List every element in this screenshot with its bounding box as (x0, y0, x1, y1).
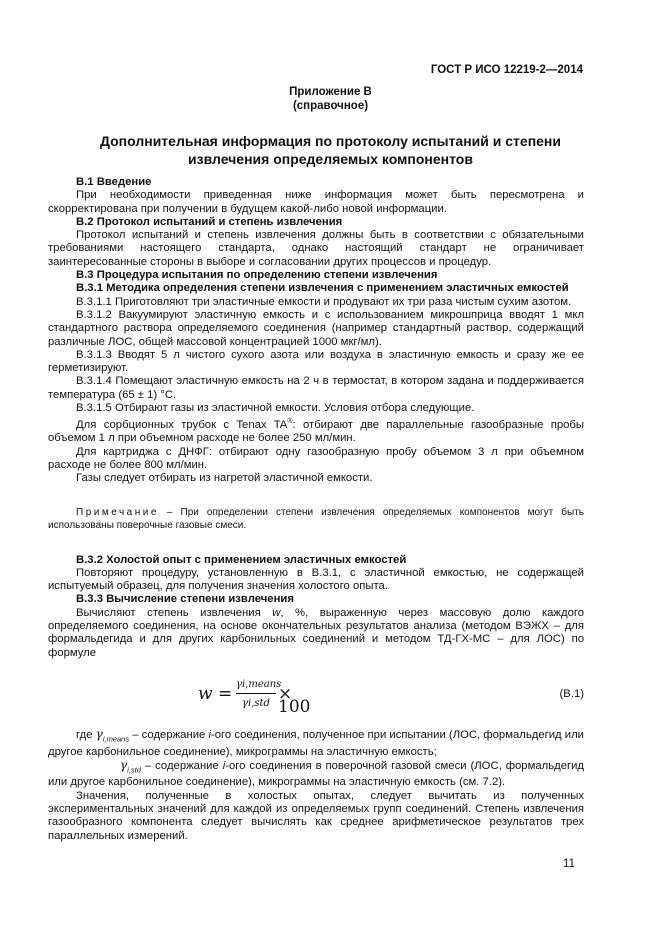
where-text-1b: -ого соединения, полученное при испытании (ЛОС, формальдегид или другое карбонильное соединение), микрограммы на эластичную емкость; (48, 728, 584, 758)
section-b2-heading: В.2 Протокол испытаний и степень извлечения (76, 215, 343, 228)
document-body (48, 176, 584, 843)
final-paragraph: Значения, полученные в холостых опытах, следует вычитать из полученных экспериментальных значений для каждой из определяемых групп соединений. Степень извлечения газообразного компонента следует вычислять как среднее арифметическое результатов трех параллельных измерений. (48, 789, 584, 842)
paragraph-tenax (48, 415, 584, 445)
appendix-label: Приложение В (289, 86, 372, 98)
page-number: 11 (563, 858, 575, 870)
formula-times: × 100 (278, 683, 311, 718)
appendix-title (60, 132, 601, 168)
tenax-text-b: : отбирают две параллельные газообразные пробы объемом 1 л при объемном расходе не более 250 мл/мин. (48, 419, 584, 445)
section-b31-heading: В.3.1 Методика определения степени извлечения с применением эластичных емкостей (76, 282, 569, 295)
where-gamma-means (48, 728, 584, 759)
title-line-1: Дополнительная информация по протоколу испытаний и степени (99, 133, 561, 149)
formula-b1 (48, 672, 584, 716)
formula-equals: = (218, 683, 233, 704)
standard-number: ГОСТ Р ИСО 12219-2—2014 (430, 64, 583, 76)
formula-fraction (236, 678, 282, 711)
section-b1-heading: В.1 Введение (76, 176, 152, 188)
gamma-subscript-1: i,means (102, 734, 130, 744)
note-text: – При определении степени извлечения определяемых компонентов могут быть использованы поверочные газовые смеси. (48, 506, 584, 531)
formula-denominator: γi,std (242, 698, 270, 710)
italic-i-1: i (208, 728, 211, 741)
where-text-2a: – содержание (140, 759, 223, 772)
section-b32-heading: В.3.2 Холостой опыт с применением эластичных емкостей (76, 553, 407, 566)
registered-mark: ® (287, 418, 293, 426)
gamma-symbol-2: γ (120, 757, 128, 772)
where-text-1a: – содержание (129, 728, 209, 741)
where-gamma-std (48, 759, 584, 790)
gamma-subscript-2: i,std (127, 765, 141, 775)
paragraph-heated: Газы следует отбирать из нагретой эластичной емкости. (76, 472, 373, 485)
appendix-type: (справочное) (292, 100, 369, 112)
note (48, 506, 584, 532)
where-text-2b: -ого соединения в поверочной газовой смеси (ЛОС, формальдегид или другое карбонильное соединение), микрограммы на эластичную емкость (см. 7.2). (48, 759, 584, 789)
formula-number: (В.1) (559, 687, 584, 700)
note-label: Примечание (76, 506, 159, 518)
paragraph-dnph: Для картриджа с ДНФГ: отбирают одну газообразную пробу объемом 3 л при объемном расходе не более 800 мл/мин. (48, 445, 584, 471)
where-prefix: где (76, 728, 96, 741)
section-b3-heading: В.3 Процедура испытания по определению степени извлечения (76, 269, 438, 282)
section-b32-text: Повторяют процедуру, установленную в В.3.1, с эластичной емкостью, не содержащей испытуемый образец, для получения значения холостого опыта. (48, 566, 584, 593)
paragraph-b315: В.3.1.5 Отбирают газы из эластичной емкости. Условия отбора следующие. (76, 402, 475, 415)
paragraph-b313: В.3.1.3 Вводят 5 л чистого сухого азота или воздуха в эластичную емкость и сразу же ее герметизируют. (48, 348, 584, 375)
section-b33-text (48, 607, 584, 660)
gamma-symbol-1: γ (95, 726, 103, 741)
tenax-text-a: Для сорбционных трубок с Tenax TA (76, 419, 288, 432)
italic-i-2: i (222, 759, 226, 772)
symbol-w: w (272, 606, 281, 619)
title-line-2: извлечения определяемых компонентов (188, 151, 473, 167)
b33-text-a: Вычисляют степень извлечения (76, 606, 273, 619)
paragraph-b314: В.3.1.4 Помещают эластичную емкость на 2 ч в термостат, в котором задана и поддерживается температура (65 ± 1) °С. (48, 375, 584, 401)
paragraph-b311: В.3.1.1 Приготовляют три эластичные емкости и продувают их три раза чистым сухим азотом. (76, 295, 572, 308)
b33-text-b: , %, выраженную через массовую долю каждого определяемого соединения, на основе окончательных результатов анализа (методом ВЭЖХ – для формальдегида и для других карбонильных соединений и методом ТД-ГХ-МС – для ЛОС) по формуле (48, 606, 585, 659)
section-b33-heading: В.3.3 Вычисление степени извлечения (76, 593, 294, 606)
formula-numerator: γi,means (236, 678, 276, 694)
paragraph-b312: В.3.1.2 Вакуумируют эластичную емкость и с использованием микрошприца вводят 1 мкл стандартного раствора определяемого соединения (например стандартный раствор, содержащий различные ЛОС, общей массовой концентрацией 1000 мкг/мл). (48, 308, 584, 348)
section-b2-text: Протокол испытаний и степень извлечения должны быть в соответствии с обязательными требованиями настоящего стандарта, однако настоящий стандарт не ограничивает заинтересованные стороны в выборе и согласовании других процессов и процедур. (48, 229, 584, 268)
formula-lhs: w (198, 683, 213, 704)
section-b1-text: При необходимости приведенная ниже информация может быть пересмотрена и скорректирована при получении в будущем какой-либо новой информации. (48, 189, 584, 215)
